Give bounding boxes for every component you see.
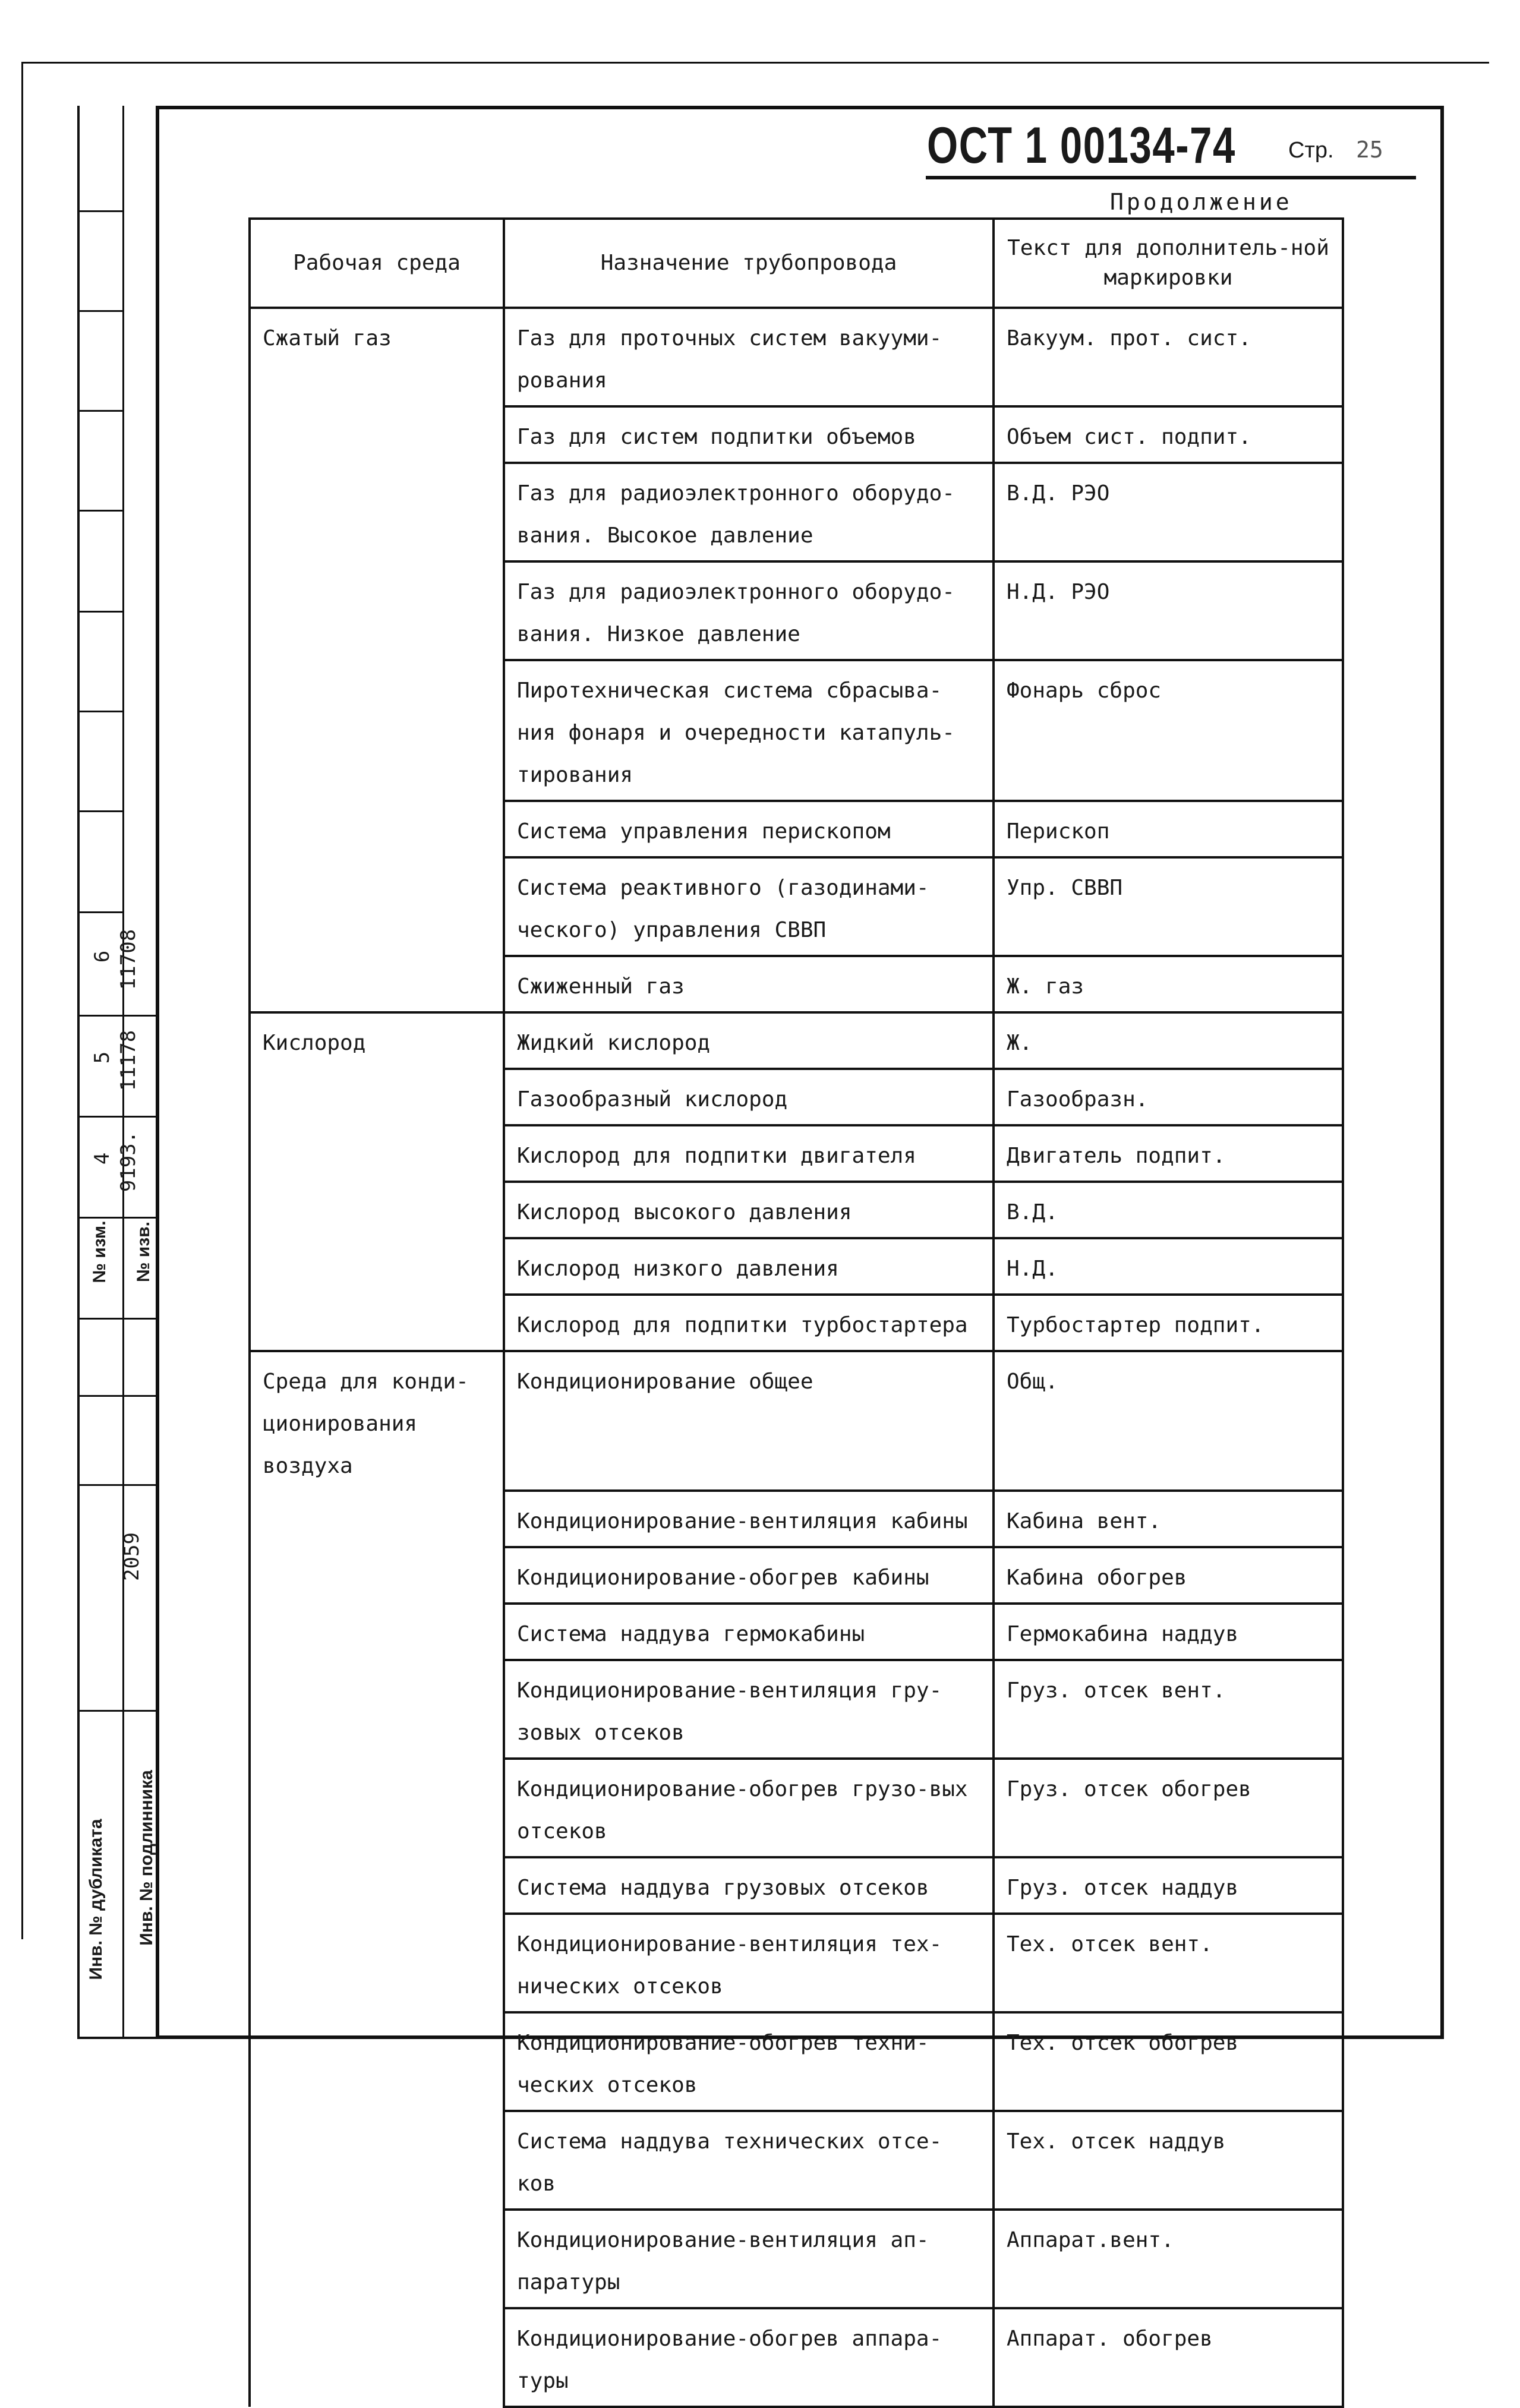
purpose-cell: Газообразный кислород <box>504 1069 994 1125</box>
purpose-cell: Кондиционирование-вентиляция ап-паратуры <box>504 2210 994 2308</box>
purpose-cell: Кондиционирование-обогрев техни-ческих отсеков <box>504 2012 994 2111</box>
change-number-6: 6 <box>90 950 114 963</box>
continuation-label: Продолжение <box>1110 189 1292 215</box>
marking-cell: Н.Д. РЭО <box>994 561 1343 660</box>
purpose-cell: Газ для систем подпитки объемов <box>504 406 994 463</box>
purpose-cell: Кислород для подпитки двигателя <box>504 1125 994 1182</box>
medium-cell-empty <box>250 2308 504 2407</box>
medium-cell-empty <box>250 857 504 956</box>
purpose-cell: Кондиционирование-обогрев кабины <box>504 1547 994 1604</box>
table-row <box>250 1604 1343 1660</box>
table-row <box>250 2308 1343 2407</box>
purpose-cell: Система наддува гермокабины <box>504 1604 994 1660</box>
marking-cell: Гермокабина наддув <box>994 1604 1343 1660</box>
change-number-5: 5 <box>90 1051 114 1064</box>
marking-cell: Ж. газ <box>994 956 1343 1012</box>
marking-cell: Упр. СВВП <box>994 857 1343 956</box>
table-row <box>250 1914 1343 2012</box>
medium-cell-empty <box>250 1759 504 1857</box>
marking-cell: Вакуум. прот. сист. <box>994 308 1343 406</box>
marking-cell: Н.Д. <box>994 1238 1343 1295</box>
medium-cell-empty <box>250 1604 504 1660</box>
table-row <box>250 1012 1343 1069</box>
purpose-cell: Кондиционирование общее <box>504 1351 994 1491</box>
marking-cell: Турбостартер подпит. <box>994 1295 1343 1351</box>
purpose-cell: Газ для проточных систем вакууми-рования <box>504 308 994 406</box>
purpose-cell: Кислород для подпитки турбостартера <box>504 1295 994 1351</box>
notice-number-11178: 11178 <box>116 1030 140 1091</box>
medium-cell-empty <box>250 1660 504 1759</box>
medium-cell-empty <box>250 660 504 801</box>
table-body <box>250 308 1343 2407</box>
medium-cell-empty <box>250 2210 504 2308</box>
purpose-cell: Газ для радиоэлектронного оборудо-вания. Низкое давление <box>504 561 994 660</box>
original-inventory-label: Инв. № подлинника <box>137 1770 156 1946</box>
purpose-cell: Пиротехническая система сбрасыва-ния фонаря и очередности катапуль-тирования <box>504 660 994 801</box>
medium-cell: Кислород <box>250 1012 504 1069</box>
purpose-cell: Кондиционирование-вентиляция тех-нических отсеков <box>504 1914 994 2012</box>
medium-cell-empty <box>250 1857 504 1914</box>
marking-cell: Двигатель подпит. <box>994 1125 1343 1182</box>
marking-cell: Груз. отсек наддув <box>994 1857 1343 1914</box>
marking-cell: Фонарь сброс <box>994 660 1343 801</box>
sheet-outer-left-line <box>21 62 23 1939</box>
medium-cell-empty <box>250 1547 504 1604</box>
marking-cell: Аппарат. обогрев <box>994 2308 1343 2407</box>
purpose-cell: Кондиционирование-обогрев грузо-вых отсеков <box>504 1759 994 1857</box>
medium-cell: Сжатый газ <box>250 308 504 406</box>
medium-cell-empty <box>250 406 504 463</box>
marking-table <box>248 217 1344 2408</box>
marking-cell: Общ. <box>994 1351 1343 1491</box>
marking-cell: Объем сист. подпит. <box>994 406 1343 463</box>
medium-cell-empty <box>250 1069 504 1125</box>
table-row <box>250 1069 1343 1125</box>
medium-cell-empty <box>250 1295 504 1351</box>
medium-cell-empty <box>250 1491 504 1547</box>
table-header-row <box>250 219 1343 308</box>
header-purpose: Назначение трубопровода <box>504 219 994 308</box>
purpose-cell: Кислород высокого давления <box>504 1182 994 1238</box>
header-medium: Рабочая среда <box>250 219 504 308</box>
purpose-cell: Жидкий кислород <box>504 1012 994 1069</box>
marking-cell: Груз. отсек обогрев <box>994 1759 1343 1857</box>
document-code-underline <box>926 176 1416 179</box>
table-row <box>250 1547 1343 1604</box>
purpose-cell: Газ для радиоэлектронного оборудо-вания. Высокое давление <box>504 463 994 561</box>
medium-cell-empty <box>250 1914 504 2012</box>
medium-cell-empty <box>250 2111 504 2210</box>
marking-cell: Аппарат.вент. <box>994 2210 1343 2308</box>
table-row <box>250 1238 1343 1295</box>
purpose-cell: Кислород низкого давления <box>504 1238 994 1295</box>
medium-cell-empty <box>250 956 504 1012</box>
purpose-cell: Сжиженный газ <box>504 956 994 1012</box>
purpose-cell: Система наддува технических отсе-ков <box>504 2111 994 2210</box>
table-row <box>250 1295 1343 1351</box>
sheet-outer-top-line <box>21 62 1489 64</box>
marking-cell: Ж. <box>994 1012 1343 1069</box>
marking-cell: Кабина обогрев <box>994 1547 1343 1604</box>
table-row <box>250 406 1343 463</box>
purpose-cell: Кондиционирование-вентиляция кабины <box>504 1491 994 1547</box>
change-number-label: № изм. <box>90 1220 109 1283</box>
purpose-cell: Система управления перископом <box>504 801 994 857</box>
purpose-cell: Кондиционирование-вентиляция гру-зовых отсеков <box>504 1660 994 1759</box>
table-row <box>250 1125 1343 1182</box>
marking-cell: В.Д. <box>994 1182 1343 1238</box>
medium-cell-empty <box>250 1238 504 1295</box>
table-row <box>250 801 1343 857</box>
purpose-cell: Система реактивного (газодинами-ческого) управления СВВП <box>504 857 994 956</box>
marking-cell: Кабина вент. <box>994 1491 1343 1547</box>
purpose-cell: Система наддува грузовых отсеков <box>504 1857 994 1914</box>
table-row <box>250 1491 1343 1547</box>
table-row <box>250 2210 1343 2308</box>
purpose-cell: Кондиционирование-обогрев аппара-туры <box>504 2308 994 2407</box>
original-inventory-number: 2059 <box>120 1532 144 1581</box>
header-marking: Текст для дополнитель-ной маркировки <box>994 219 1343 308</box>
table-row <box>250 1660 1343 1759</box>
marking-cell: Тех. отсек наддув <box>994 2111 1343 2210</box>
marking-cell: Тех. отсек обогрев <box>994 2012 1343 2111</box>
table-row <box>250 956 1343 1012</box>
table-row <box>250 660 1343 801</box>
medium-cell-empty <box>250 2012 504 2111</box>
marking-cell: В.Д. РЭО <box>994 463 1343 561</box>
notice-number-9193: 9193. <box>116 1131 140 1192</box>
document-code: ОСТ 1 00134-74 <box>927 117 1236 174</box>
change-number-4: 4 <box>90 1152 114 1165</box>
table-row <box>250 1759 1343 1857</box>
medium-cell-empty <box>250 463 504 561</box>
table-row <box>250 463 1343 561</box>
table-row <box>250 1857 1343 1914</box>
marking-cell: Тех. отсек вент. <box>994 1914 1343 2012</box>
medium-cell-empty <box>250 1125 504 1182</box>
table-row <box>250 1182 1343 1238</box>
medium-cell-empty <box>250 561 504 660</box>
table-row <box>250 308 1343 406</box>
medium-cell-empty <box>250 1182 504 1238</box>
duplicate-inventory-label: Инв. № дубликата <box>86 1819 106 1980</box>
table-row <box>250 1351 1343 1491</box>
marking-cell: Перископ <box>994 801 1343 857</box>
table-row <box>250 857 1343 956</box>
table-row <box>250 561 1343 660</box>
page-number: 25 <box>1356 137 1383 163</box>
medium-cell-empty <box>250 801 504 857</box>
marking-cell: Груз. отсек вент. <box>994 1660 1343 1759</box>
marking-cell: Газообразн. <box>994 1069 1343 1125</box>
table-row <box>250 2012 1343 2111</box>
notice-number-11708: 11708 <box>116 929 140 990</box>
medium-cell: Среда для конди-ционирования воздуха <box>250 1351 504 1491</box>
page-label: Стр. <box>1288 138 1334 163</box>
notice-number-label: № изв. <box>134 1222 153 1282</box>
table-row <box>250 2111 1343 2210</box>
